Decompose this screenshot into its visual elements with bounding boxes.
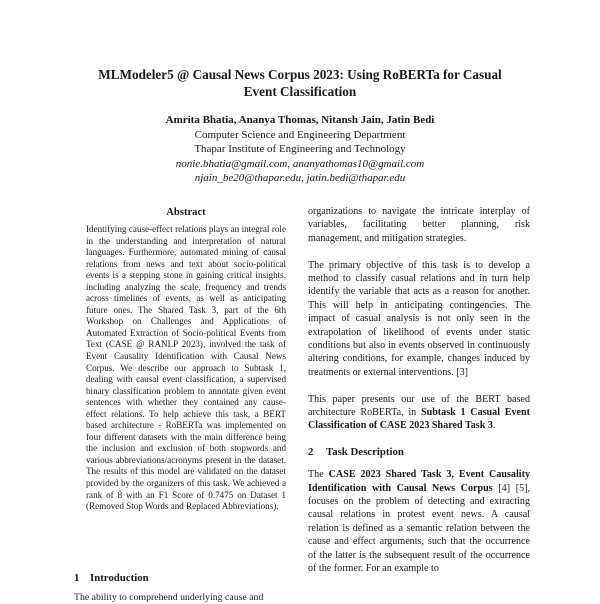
- institute: Thapar Institute of Engineering and Technology: [194, 143, 406, 155]
- bold-text: Subtask 1 Casual Event Classification of CASE 2023 Shared Task 3: [308, 407, 530, 432]
- paragraph: organizations to navigate the intricate interplay of variables, facilitating better planning, risk management, and mitigation strategies.: [308, 206, 530, 244]
- paper-title: [60, 66, 540, 100]
- author-names: Amrita Bhatia, Ananya Thomas, Nitansh Jain, Jatin Bedi: [165, 114, 435, 126]
- right-column: [308, 205, 530, 589]
- paragraph-text: .: [492, 420, 496, 432]
- paragraph-text: [4] [5], focuses on the problem of detecting and extracting causal relations in protest event news. A causal relation is defined as a semantic relation between the cause and effect arguments, such that the occurrence of the latter is the subsequent result of the occurrence of the former. For an example to: [308, 482, 531, 575]
- paragraph-text: The: [308, 469, 329, 481]
- emails-line-2: njain_be20@thapar.edu, jatin.bedi@thapar.edu: [194, 172, 406, 184]
- introduction-text: The ability to comprehend underlying cause and: [74, 592, 264, 603]
- paragraph: The primary objective of this task is to develop a method to classify casual relations and in turn help identify the variable that acts as a reason for another. This will help in anticipating contingencies. The impact of casual analysis is not only seen in the extrapolation of likelihood of events under static conditions but also in events observed in continuously altering conditions, for example, changes induced by treatments or external interventions. [3]: [308, 259, 530, 378]
- paragraph: [308, 468, 530, 575]
- bold-text: CASE 2023 Shared Task 3, Event Causality Identification with Causal News Corpus: [308, 469, 530, 494]
- abstract-heading: Abstract: [166, 207, 206, 218]
- section-number: 2: [308, 446, 314, 459]
- section-number: 1: [74, 572, 80, 584]
- emails-line-1: nonie.bhatia@gmail.com, ananyathomas10@gmail.com: [175, 157, 425, 170]
- abstract-section: [86, 206, 286, 513]
- section-title: Introduction: [90, 572, 149, 584]
- department: Computer Science and Engineering Department: [194, 128, 406, 141]
- paragraph-text: This paper presents our use of the BERT based architecture RoBERTa, in: [308, 393, 530, 419]
- title-line-1: MLModeler5 @ Causal News Corpus 2023: Using RoBERTa for Casual: [98, 67, 502, 82]
- introduction-heading: [74, 572, 149, 584]
- abstract-text: Identifying cause-effect relations plays an integral role in the understanding and interpretation of natural languages. Furthermore, automated mining of causal relations from news and text about socio-political events is a stepping stone in gaining critical insights, including analyzing the scale, frequency and trends across timelines of events, as well as anticipating future ones. The Shared Task 3, part of the 6th Workshop on Challenges and Applications of Automated Extraction of Socio-political Events from Text (CASE @ RANLP 2023), involved the task of Event Causality Identification with Causal News Corpus. We describe our approach to Subtask 1, dealing with causal event classification, a supervised binary classification problem to annotate given event sentences with whether they contained any cause-effect relations. To help achieve this task, a BERT based architecture - RoBERTa was implemented on four different datasets with the main difference being the inclusion and exclusion of both stopwords and various abbreviations/acronyms present in the dataset. The results of this model are validated on the dataset provided by the organizers of this task. We achieved a rank of 8 with an F1 Score of 0.7475 on Dataset 1 (Removed Stop Words and Replaced Abbreviations).: [86, 224, 286, 512]
- section-title: Task Description: [326, 446, 404, 459]
- task-description-heading: [308, 446, 530, 459]
- title-line-2: Event Classification: [243, 84, 357, 99]
- author-block: [60, 113, 540, 186]
- paragraph: [308, 393, 530, 433]
